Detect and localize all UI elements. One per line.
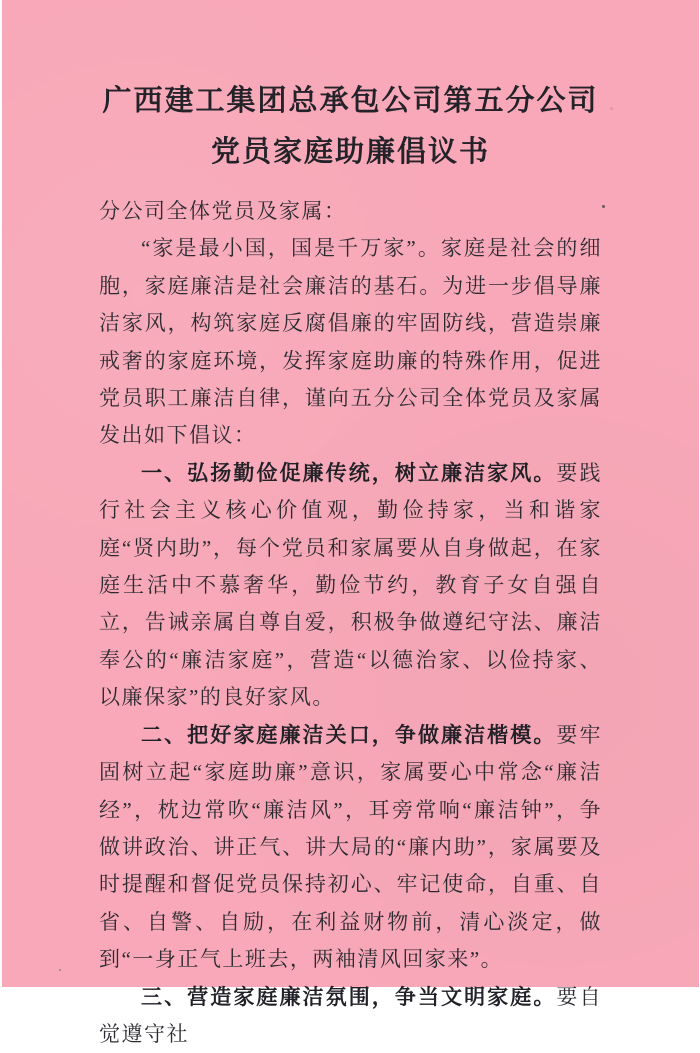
- salutation: 分公司全体党员及家属：: [99, 199, 347, 223]
- paragraph-intro-text: “家是最小国，国是千万家”。家庭是社会的细胞，家庭廉洁是社会廉洁的基石。为进一步倡导廉洁家风，构筑家庭反腐倡廉的牢固防线，营造崇廉戒奢的家庭环境，发挥家庭助廉的特殊作用，促进党员职工廉洁自律，谨向五分公司全体党员及家属发出如下倡议：: [99, 236, 602, 448]
- paragraph-3-lead: 三、营造家庭廉洁氛围，争当文明家庭。: [141, 984, 557, 1009]
- paragraph-2: [99, 717, 602, 979]
- paragraph-1: [99, 455, 602, 717]
- scan-speck: [610, 107, 613, 110]
- paragraph-intro: [99, 230, 602, 454]
- scan-speck: [602, 205, 605, 208]
- document-title-line-2: 党员家庭助廉倡议书: [210, 136, 490, 168]
- paragraph-3: [99, 979, 602, 1053]
- scan-speck: [59, 969, 61, 971]
- document-title-line-1: 广西建工集团总承包公司第五分公司: [102, 85, 599, 117]
- paragraph-2-lead: 二、把好家庭廉洁关口，争做廉洁楷模。: [141, 722, 557, 747]
- document-content: [2, 0, 699, 1053]
- paragraph-3-text: 要自觉遵守社: [99, 984, 603, 1046]
- paragraph-2-text: 要牢固树立起“家庭助廉”意识，家属要心中常念“廉洁经”，枕边常吹“廉洁风”，耳旁常响“廉洁钟”，争做讲政治、讲正气、讲大局的“廉内助”，家属要及时提醒和督促党员保持初心、牢记使命，自重、自省、自警、自励，在利益财物前，清心淡定，做到“一身正气上班去，两袖清风回家来”。: [99, 722, 603, 972]
- paragraph-1-text: 要践行社会主义核心价值观，勤俭持家，当和谐家庭“贤内助”，每个党员和家属要从自身做起，在家庭生活中不慕奢华，勤俭节约，教育子女自强自立，告诫亲属自尊自爱，积极争做遵纪守法、廉洁奉公的“廉洁家庭”，营造“以德治家、以俭持家、以廉保家”的良好家风。: [99, 460, 603, 710]
- document-body: [99, 193, 602, 1053]
- document-title: [99, 76, 602, 178]
- pink-paper-sheet: [2, 0, 699, 1046]
- paragraph-1-lead: 一、弘扬勤俭促廉传统，树立廉洁家风。: [141, 460, 557, 485]
